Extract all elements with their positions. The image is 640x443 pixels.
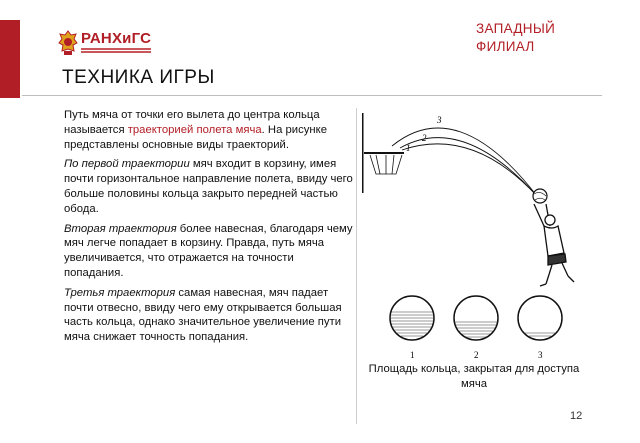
trajectory-2 <box>400 138 537 196</box>
logo-subtitle <box>81 48 151 55</box>
rim-circle-label-3: 3 <box>538 350 543 360</box>
trajectory-label-1: 1 <box>406 143 411 153</box>
trajectory-3 <box>392 128 537 196</box>
title-divider <box>22 95 602 96</box>
trajectory-label-2: 2 <box>422 133 427 143</box>
branch-label <box>476 20 555 56</box>
trajectory-1 <box>402 144 537 196</box>
paragraph-3: Вторая траектория более навесная, благодаря чему мяч легче попадает в корзину. Правда, путь мяча увеличивается, что отражается на точности попадания. <box>64 222 353 279</box>
ball <box>533 189 547 203</box>
highlight-term: траекторией полета мяча <box>127 123 262 136</box>
logo-text: РАНХиГС <box>81 30 152 47</box>
rim-circle-label-2: 2 <box>474 350 479 360</box>
rim-circle-2 <box>454 296 498 340</box>
rim-circle-3 <box>518 296 562 340</box>
paragraph-4: Третья траектория самая навесная, мяч падает почти отвесно, ввиду чего ему открывается большая часть кольца, однако значительное увеличение пути мяча снижает точность попадания. <box>64 286 342 344</box>
page-number: 12 <box>570 410 583 422</box>
figure-caption: Площадь кольца, закрытая для доступа мяча <box>368 363 580 390</box>
player <box>534 204 574 286</box>
ranepa-emblem-icon <box>58 30 78 56</box>
slide-body <box>64 108 354 350</box>
logo <box>58 30 158 64</box>
paragraph-2: По первой траектории мяч входит в корзину, имея почти горизонтальное направление полета, ввиду чего больше половины кольца закрыто передней частью обода. <box>64 158 353 215</box>
trajectory-label-3: 3 <box>437 115 442 125</box>
trajectory-diagram <box>362 108 622 288</box>
accent-strip <box>0 20 20 98</box>
branch-line-2: ФИЛИАЛ <box>476 39 535 54</box>
slide-title: ТЕХНИКА ИГРЫ <box>62 67 215 88</box>
rim-coverage-diagram <box>380 292 580 367</box>
branch-line-1: ЗАПАДНЫЙ <box>476 21 556 36</box>
paragraph-1: Путь мяча от точки его вылета до центра кольца называется траекторией полета мяча. На рисунке представлены основные виды траекторий. <box>64 109 327 151</box>
net <box>370 155 402 174</box>
rim-circle-label-1: 1 <box>410 350 415 360</box>
column-divider <box>356 108 357 424</box>
